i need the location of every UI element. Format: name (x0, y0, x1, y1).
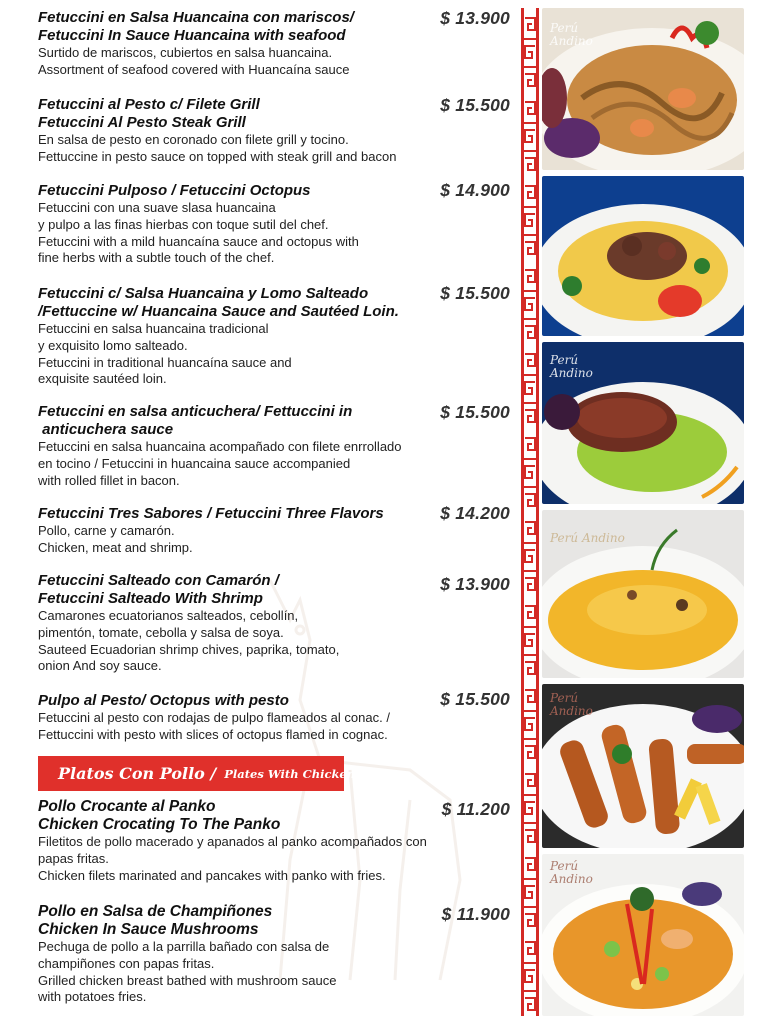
greca-border (520, 8, 540, 1016)
item-desc-line: fine herbs with a subtle touch of the chef. (38, 250, 275, 266)
item-title-es: Fetuccini Salteado con Camarón / (38, 572, 279, 589)
brand-line2: Andino (550, 34, 593, 48)
item-title: Pulpo al Pesto/ Octopus with pesto (38, 692, 289, 709)
item-desc-line: Fetuccini en salsa huancaina acompañado con filete enrrollado (38, 439, 402, 454)
item-price: $ 15.500 (440, 402, 510, 422)
item-desc-line: Camarones ecuatorianos salteados, cebollín, (38, 608, 299, 623)
item-desc-line: Pechuga de pollo a la parrilla bañado con salsa de (38, 939, 330, 954)
item-title-en: anticuchera sauce (38, 421, 174, 438)
brand-watermark (550, 22, 593, 48)
item-desc-line: Fetuccini en salsa huancaina tradicional (38, 321, 269, 336)
item-price: $ 15.500 (440, 689, 510, 709)
item-title: Fetuccini Tres Sabores / Fetuccini Three Flavors (38, 505, 384, 522)
item-title-es: Fetuccini c/ Salsa Huancaina y Lomo Salteado (38, 285, 369, 302)
item-desc-line: exquisite sautéed loin. (38, 371, 167, 387)
item-desc-line: Assortment of seafood covered with Huancaína sauce (38, 61, 350, 77)
item-desc-line: papas fritas. (38, 850, 109, 866)
item-title-en: /Fettuccine w/ Huancaina Sauce and Sautéed Loin. (38, 303, 399, 320)
item-price: $ 11.200 (441, 799, 510, 819)
brand-line1: Perú (550, 21, 579, 35)
item-title-es: Pollo en Salsa de Champiñones (38, 903, 273, 920)
item-desc-line: pimentón, tomate, cebolla y salsa de soya. (38, 624, 284, 640)
item-desc-line: with potatoes fries. (38, 989, 147, 1005)
brand-line1: Perú (550, 691, 579, 705)
item-desc-line: y exquisito lomo salteado. (38, 337, 188, 353)
item-desc-line: Fetuccini con una suave slasa huancaina (38, 200, 276, 215)
item-desc-line: En salsa de pesto en coronado con filete grill y tocino. (38, 132, 349, 147)
brand-line2: Andino (550, 366, 593, 380)
brand-line2: Andino (581, 531, 625, 545)
item-desc-line: Chicken filets marinated and pancakes with panko with fries. (38, 867, 386, 883)
item-title: Fetuccini Pulposo / Fetuccini Octopus (38, 182, 311, 199)
brand-line1: Perú (550, 353, 579, 367)
item-price: $ 13.900 (440, 574, 510, 594)
brand-watermark (550, 860, 593, 886)
item-title-en: Chicken In Sauce Mushrooms (38, 921, 259, 938)
brand-line2: Andino (550, 704, 593, 718)
item-title-es: Pollo Crocante al Panko (38, 798, 216, 815)
item-desc-line: champiñones con papas fritas. (38, 955, 215, 971)
section-title: Platos Con Pollo / (58, 764, 217, 783)
item-price: $ 11.900 (441, 904, 510, 924)
brand-watermark (550, 532, 625, 545)
section-subtitle: Plates With Chicken (224, 766, 356, 781)
item-desc-line: en tocino / Fetuccini in huancaina sauce accompanied (38, 455, 351, 471)
item-desc-line: Surtido de mariscos, cubiertos en salsa huancaina. (38, 45, 333, 60)
item-desc-line: with rolled fillet in bacon. (38, 472, 180, 488)
brand-watermark (550, 692, 593, 718)
item-desc-line: onion And soy sauce. (38, 658, 162, 674)
item-title-en: Chicken Crocating To The Panko (38, 816, 281, 833)
item-desc-line: Pollo, carne y camarón. (38, 523, 175, 538)
item-title-es: Fetuccini al Pesto c/ Filete Grill (38, 96, 260, 113)
item-desc-line: Fetuccini with a mild huancaína sauce and octopus with (38, 233, 359, 249)
item-desc-line: Grilled chicken breast bathed with mushroom sauce (38, 972, 337, 988)
item-desc-line: Chicken, meat and shrimp. (38, 539, 193, 555)
brand-line1: Perú (550, 859, 579, 873)
item-desc-line: Filetitos de pollo macerado y apanados al panko acompañados con (38, 834, 427, 849)
item-desc-line: Fettuccine in pesto sauce on topped with steak grill and bacon (38, 148, 397, 164)
brand-watermark (550, 354, 593, 380)
item-desc-line: y pulpo a las finas hierbas con toque sutil del chef. (38, 216, 329, 232)
item-desc-line: Sauteed Ecuadorian shrimp chives, paprika, tomato, (38, 641, 340, 657)
item-desc-line: Fetuccini al pesto con rodajas de pulpo flameados al conac. / (38, 710, 390, 725)
octopus-fettuccine-photo (542, 176, 744, 336)
item-price: $ 14.200 (440, 503, 510, 523)
brand-line1: Perú (550, 531, 579, 545)
item-desc-line: Fettuccini with pesto with slices of octopus flamed in cognac. (38, 726, 388, 742)
item-title-es: Fetuccini en Salsa Huancaina con mariscos/ (38, 9, 354, 26)
item-price: $ 14.900 (440, 180, 510, 200)
item-price: $ 13.900 (440, 8, 510, 28)
item-price: $ 15.500 (440, 95, 510, 115)
item-title-es: Fetuccini en salsa anticuchera/ Fettuccini in (38, 403, 353, 420)
section-banner (38, 756, 356, 791)
item-title-en: Fetuccini Al Pesto Steak Grill (38, 114, 246, 131)
item-title-en: Fetuccini In Sauce Huancaina with seafood (38, 27, 346, 44)
item-desc-line: Fetuccini in traditional huancaína sauce and (38, 354, 292, 370)
item-title-en: Fetuccini Salteado With Shrimp (38, 590, 263, 607)
item-price: $ 15.500 (440, 283, 510, 303)
brand-line2: Andino (550, 872, 593, 886)
